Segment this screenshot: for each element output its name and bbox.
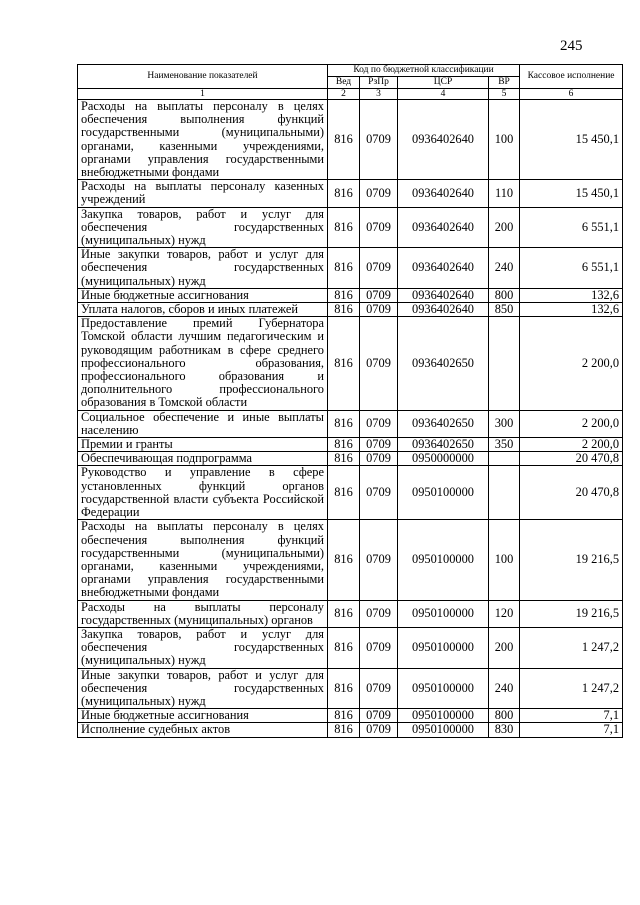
row-amount: 1 247,2 xyxy=(520,627,623,668)
row-vr: 300 xyxy=(489,410,520,437)
page-number: 245 xyxy=(560,38,583,54)
row-amount: 6 551,1 xyxy=(520,207,623,248)
row-name: Расходы на выплаты персоналу казенных учреждений xyxy=(78,180,328,207)
row-csr: 0950100000 xyxy=(398,668,489,709)
table-row xyxy=(78,627,623,668)
row-rzpr: 0709 xyxy=(360,627,398,668)
row-name: Иные бюджетные ассигнования xyxy=(78,288,328,302)
row-ved: 816 xyxy=(328,520,360,600)
row-name: Расходы на выплаты персоналу государственных (муниципальных) органов xyxy=(78,600,328,627)
row-ved: 816 xyxy=(328,600,360,627)
table-row xyxy=(78,180,623,207)
row-amount: 132,6 xyxy=(520,288,623,302)
row-amount: 2 200,0 xyxy=(520,438,623,452)
row-csr: 0936402640 xyxy=(398,207,489,248)
row-name: Закупка товаров, работ и услуг для обеспечения государственных (муниципальных) нужд xyxy=(78,207,328,248)
row-amount: 20 470,8 xyxy=(520,466,623,520)
col-number: 6 xyxy=(520,88,623,100)
row-amount: 6 551,1 xyxy=(520,248,623,289)
table-row xyxy=(78,438,623,452)
row-rzpr: 0709 xyxy=(360,303,398,317)
row-vr: 200 xyxy=(489,627,520,668)
row-ved: 816 xyxy=(328,410,360,437)
col-number: 2 xyxy=(328,88,360,100)
row-csr: 0936402640 xyxy=(398,288,489,302)
row-vr: 830 xyxy=(489,723,520,737)
row-name: Исполнение судебных актов xyxy=(78,723,328,737)
row-name: Иные закупки товаров, работ и услуг для обеспечения государственных (муниципальных) нужд xyxy=(78,248,328,289)
budget-table xyxy=(77,64,623,738)
row-rzpr: 0709 xyxy=(360,520,398,600)
row-vr: 800 xyxy=(489,288,520,302)
table-row xyxy=(78,100,623,180)
table-row xyxy=(78,600,623,627)
row-amount: 15 450,1 xyxy=(520,180,623,207)
row-csr: 0950100000 xyxy=(398,723,489,737)
row-rzpr: 0709 xyxy=(360,466,398,520)
row-rzpr: 0709 xyxy=(360,180,398,207)
row-ved: 816 xyxy=(328,723,360,737)
row-csr: 0950100000 xyxy=(398,627,489,668)
table-row xyxy=(78,288,623,302)
row-csr: 0950100000 xyxy=(398,709,489,723)
row-name: Иные бюджетные ассигнования xyxy=(78,709,328,723)
row-csr: 0950100000 xyxy=(398,466,489,520)
table-body xyxy=(78,100,623,738)
row-ved: 816 xyxy=(328,668,360,709)
row-csr: 0936402640 xyxy=(398,248,489,289)
row-amount: 19 216,5 xyxy=(520,520,623,600)
row-amount: 7,1 xyxy=(520,709,623,723)
table-row xyxy=(78,207,623,248)
row-ved: 816 xyxy=(328,288,360,302)
row-rzpr: 0709 xyxy=(360,723,398,737)
row-name: Закупка товаров, работ и услуг для обеспечения государственных (муниципальных) нужд xyxy=(78,627,328,668)
row-vr: 800 xyxy=(489,709,520,723)
header-name: Наименование показателей xyxy=(78,65,328,89)
row-csr: 0950100000 xyxy=(398,600,489,627)
row-rzpr: 0709 xyxy=(360,452,398,466)
row-amount: 20 470,8 xyxy=(520,452,623,466)
row-csr: 0936402640 xyxy=(398,180,489,207)
row-csr: 0936402650 xyxy=(398,317,489,410)
header-vr: ВР xyxy=(489,77,520,89)
col-number: 5 xyxy=(489,88,520,100)
row-vr: 100 xyxy=(489,520,520,600)
row-ved: 816 xyxy=(328,248,360,289)
row-amount: 19 216,5 xyxy=(520,600,623,627)
row-ved: 816 xyxy=(328,317,360,410)
row-name: Расходы на выплаты персоналу в целях обеспечения выполнения функций государственными (муниципальными) органами, казенными учреждениями, органами управления государственными внебюджетными фондами xyxy=(78,100,328,180)
row-name: Руководство и управление в сфере установленных функций органов государственной власти субъекта Российской Федерации xyxy=(78,466,328,520)
row-ved: 816 xyxy=(328,466,360,520)
row-amount: 7,1 xyxy=(520,723,623,737)
row-ved: 816 xyxy=(328,709,360,723)
header-code-group: Код по бюджетной классификации xyxy=(328,65,520,77)
row-name: Иные закупки товаров, работ и услуг для обеспечения государственных (муниципальных) нужд xyxy=(78,668,328,709)
table-row xyxy=(78,410,623,437)
table-row xyxy=(78,452,623,466)
row-vr: 120 xyxy=(489,600,520,627)
row-name: Премии и гранты xyxy=(78,438,328,452)
table-row xyxy=(78,317,623,410)
row-vr xyxy=(489,317,520,410)
row-vr: 110 xyxy=(489,180,520,207)
header-exec: Кассовое исполнение xyxy=(520,65,623,89)
row-csr: 0936402640 xyxy=(398,303,489,317)
row-amount: 132,6 xyxy=(520,303,623,317)
row-csr: 0936402640 xyxy=(398,100,489,180)
header-csr: ЦСР xyxy=(398,77,489,89)
table-row xyxy=(78,668,623,709)
row-rzpr: 0709 xyxy=(360,709,398,723)
row-ved: 816 xyxy=(328,303,360,317)
table-row xyxy=(78,723,623,737)
header-ved: Вед xyxy=(328,77,360,89)
row-amount: 1 247,2 xyxy=(520,668,623,709)
row-vr: 240 xyxy=(489,248,520,289)
row-name: Предоставление премий Губернатора Томской области лучшим педагогическим и руководящим работникам в сфере среднего профессионального образования, профессионального образования и дополнительного профессионального образования в Томской области xyxy=(78,317,328,410)
table-row xyxy=(78,709,623,723)
row-rzpr: 0709 xyxy=(360,100,398,180)
row-amount: 2 200,0 xyxy=(520,410,623,437)
table-row xyxy=(78,520,623,600)
row-rzpr: 0709 xyxy=(360,248,398,289)
row-vr: 100 xyxy=(489,100,520,180)
row-amount: 2 200,0 xyxy=(520,317,623,410)
row-rzpr: 0709 xyxy=(360,668,398,709)
row-vr: 240 xyxy=(489,668,520,709)
row-rzpr: 0709 xyxy=(360,288,398,302)
row-ved: 816 xyxy=(328,438,360,452)
row-rzpr: 0709 xyxy=(360,410,398,437)
table-row xyxy=(78,248,623,289)
col-number: 4 xyxy=(398,88,489,100)
row-csr: 0936402650 xyxy=(398,410,489,437)
row-rzpr: 0709 xyxy=(360,207,398,248)
row-ved: 816 xyxy=(328,207,360,248)
row-vr xyxy=(489,466,520,520)
row-rzpr: 0709 xyxy=(360,438,398,452)
row-ved: 816 xyxy=(328,180,360,207)
row-ved: 816 xyxy=(328,100,360,180)
row-vr: 850 xyxy=(489,303,520,317)
row-vr xyxy=(489,452,520,466)
row-csr: 0950000000 xyxy=(398,452,489,466)
row-ved: 816 xyxy=(328,627,360,668)
row-csr: 0950100000 xyxy=(398,520,489,600)
row-csr: 0936402650 xyxy=(398,438,489,452)
table-row xyxy=(78,466,623,520)
row-ved: 816 xyxy=(328,452,360,466)
row-name: Расходы на выплаты персоналу в целях обеспечения выполнения функций государственными (муниципальными) органами, казенными учреждениями, органами управления государственными внебюджетными фондами xyxy=(78,520,328,600)
row-name: Социальное обеспечение и иные выплаты населению xyxy=(78,410,328,437)
row-amount: 15 450,1 xyxy=(520,100,623,180)
row-name: Уплата налогов, сборов и иных платежей xyxy=(78,303,328,317)
row-rzpr: 0709 xyxy=(360,317,398,410)
header-rzpr: РзПр xyxy=(360,77,398,89)
row-name: Обеспечивающая подпрограмма xyxy=(78,452,328,466)
col-number: 1 xyxy=(78,88,328,100)
table-row xyxy=(78,303,623,317)
col-number: 3 xyxy=(360,88,398,100)
row-rzpr: 0709 xyxy=(360,600,398,627)
row-vr: 350 xyxy=(489,438,520,452)
row-vr: 200 xyxy=(489,207,520,248)
